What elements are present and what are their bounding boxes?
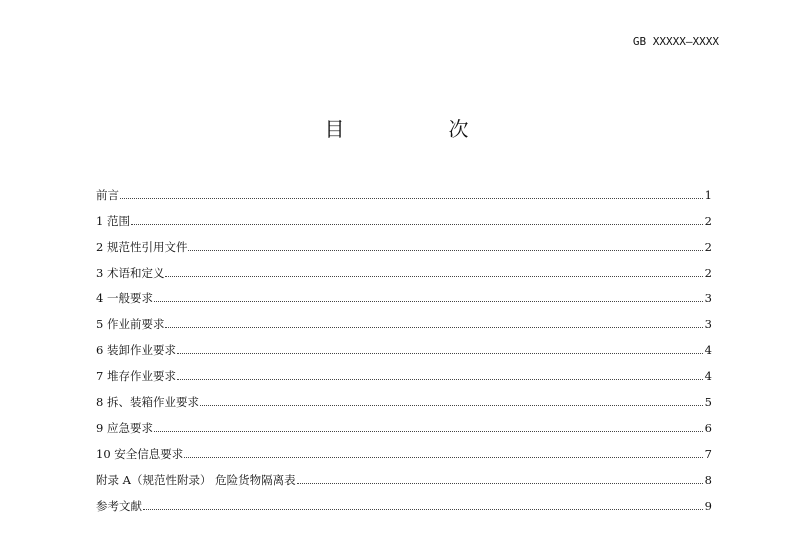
toc-entry-general-requirements[interactable] [96,280,712,306]
toc-entry-label: 参考文献 [96,498,142,513]
toc-entry-terms-definitions[interactable] [96,254,712,280]
toc-dot-leader [165,327,702,328]
toc-entry-loading-unloading[interactable] [96,331,712,357]
toc-page-number: 7 [704,446,712,461]
toc-entry-label: 1 范围 [96,213,130,228]
toc-page-number: 2 [704,265,712,280]
toc-dot-leader [143,509,703,510]
toc-dot-leader [165,276,702,277]
toc-dot-leader [177,353,703,354]
toc-page-number: 4 [704,343,712,358]
toc-entry-label: 10 安全信息要求 [96,446,184,461]
toc-entry-normative-references[interactable] [96,228,712,254]
toc-dot-leader [120,198,703,199]
toc-entry-label: 6 装卸作业要求 [96,343,176,358]
toc-entry-label: 3 术语和定义 [96,265,165,280]
toc-page-number: 2 [704,239,712,254]
toc-page-number: 8 [704,472,712,487]
document-code: GB XXXXX—XXXX [632,35,719,48]
toc-title: 目 次 [324,117,511,141]
toc-entry-storage[interactable] [96,357,712,383]
toc-entry-label: 附录 A（规范性附录） 危险货物隔离表 [96,472,296,487]
toc-entry-label: 7 堆存作业要求 [96,369,176,384]
toc-dot-leader [131,224,703,225]
toc-entry-container-stuffing[interactable] [96,383,712,409]
toc-dot-leader [177,379,703,380]
toc-dot-leader [188,250,702,251]
toc-dot-leader [297,483,703,484]
toc-page-number: 3 [704,317,712,332]
toc-page-number: 9 [704,498,712,513]
toc-entry-label: 5 作业前要求 [96,317,165,332]
toc-entry-safety-information[interactable] [96,435,712,461]
toc-entry-appendix-a[interactable] [96,461,712,487]
toc-list [96,176,712,513]
toc-entry-emergency[interactable] [96,409,712,435]
toc-dot-leader [154,431,703,432]
toc-dot-leader [200,405,703,406]
toc-entry-label: 8 拆、装箱作业要求 [96,395,199,410]
toc-entry-pre-operation[interactable] [96,305,712,331]
toc-entry-foreword[interactable] [96,176,712,202]
toc-page-number: 3 [704,291,712,306]
toc-entry-label: 4 一般要求 [96,291,153,306]
toc-entry-bibliography[interactable] [96,487,712,513]
toc-entry-scope[interactable] [96,202,712,228]
toc-entry-label: 前言 [96,187,119,202]
toc-page-number: 2 [704,213,712,228]
toc-page-number: 5 [704,395,712,410]
toc-dot-leader [154,301,703,302]
toc-page-number: 6 [704,420,712,435]
toc-page-number: 1 [704,187,712,202]
toc-dot-leader [184,457,702,458]
toc-page-number: 4 [704,369,712,384]
toc-entry-label: 9 应急要求 [96,420,153,435]
toc-entry-label: 2 规范性引用文件 [96,239,188,254]
